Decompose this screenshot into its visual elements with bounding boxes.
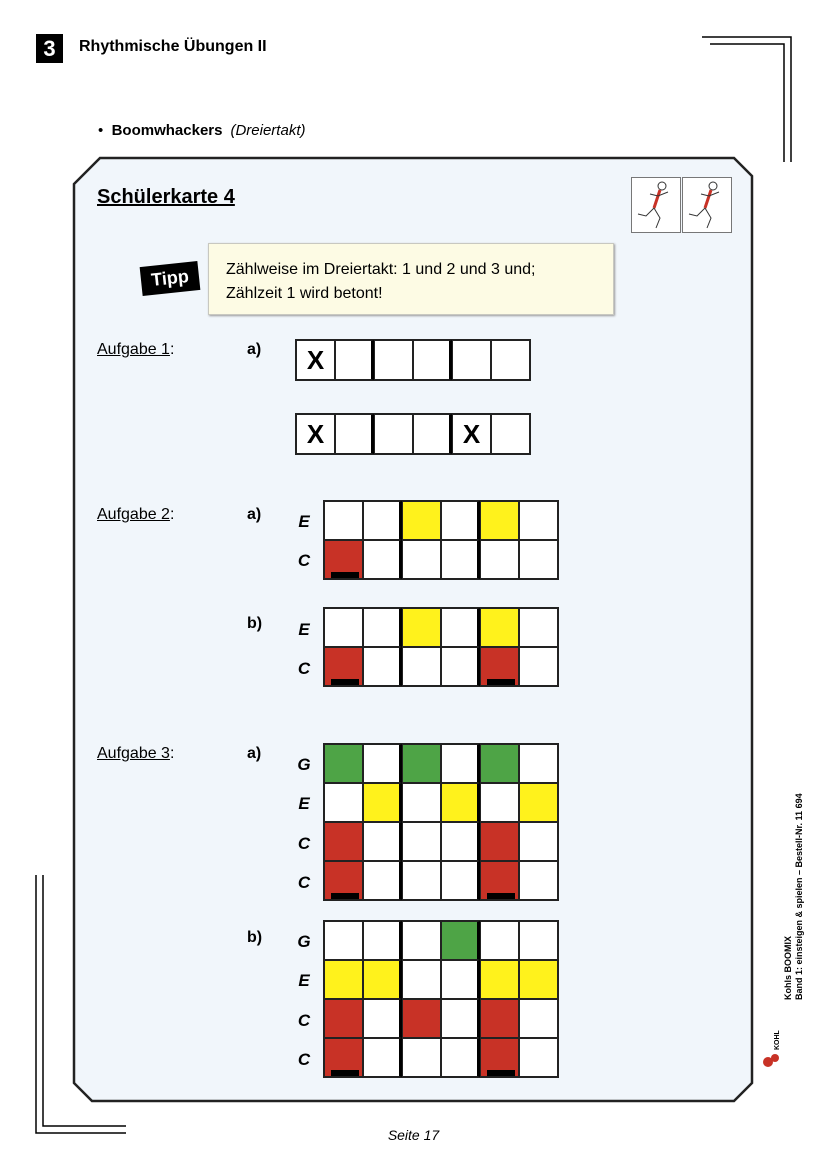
- rhythm-cell: [491, 414, 530, 454]
- note-cell: [441, 501, 480, 540]
- aufgabe-3-label: [97, 745, 174, 763]
- tipp-line-1: Zählweise im Dreiertakt: 1 und 2 und 3 und;: [226, 261, 536, 278]
- note-cell: [324, 608, 363, 647]
- note-cell: [324, 999, 363, 1038]
- note-cell: [363, 647, 402, 686]
- note-cell: [363, 501, 402, 540]
- boomwhacker-grid-a3b: [323, 920, 559, 1078]
- aufgabe-1-sub-a: a): [247, 341, 262, 358]
- note-cell: [363, 783, 402, 822]
- boomwhacker-grid-a2b: [323, 607, 559, 687]
- note-cell: [519, 608, 558, 647]
- subtitle-italic: (Dreiertakt): [230, 122, 306, 139]
- accent-mark: [487, 1070, 515, 1076]
- note-cell: [480, 921, 519, 960]
- note-cell: [480, 744, 519, 783]
- note-cell: [480, 608, 519, 647]
- rhythm-cell: X: [296, 414, 335, 454]
- aufgabe-3-sub-a: a): [247, 745, 262, 762]
- note-label-c: C: [297, 1011, 311, 1030]
- note-label-e: E: [298, 620, 310, 639]
- accent-mark: [331, 1070, 359, 1076]
- note-cell: [519, 999, 558, 1038]
- note-label-g: G: [297, 755, 311, 774]
- note-cell: [441, 861, 480, 900]
- note-cell: [402, 822, 441, 861]
- note-cell: [441, 540, 480, 579]
- note-cell: [441, 608, 480, 647]
- boomwhacker-grid-a2a: [323, 500, 559, 580]
- note-cell: [324, 1038, 363, 1077]
- publisher-logo: [760, 1010, 784, 1070]
- note-cell: [324, 822, 363, 861]
- note-cell: [480, 647, 519, 686]
- note-cell: [519, 501, 558, 540]
- running-figure-icon: [682, 177, 732, 233]
- publisher-name: KOHL: [774, 1030, 781, 1050]
- note-cell: [402, 960, 441, 999]
- accent-mark: [487, 893, 515, 899]
- note-cell: [363, 608, 402, 647]
- rhythm-cell: [452, 340, 491, 380]
- aufgabe-2-sub-b: b): [247, 615, 263, 632]
- note-cell: [519, 744, 558, 783]
- rhythm-cell: [374, 340, 413, 380]
- note-cell: [363, 861, 402, 900]
- note-cell: [441, 783, 480, 822]
- note-label-e: E: [298, 971, 310, 990]
- note-cell: [363, 921, 402, 960]
- chapter-number: 3: [36, 34, 63, 63]
- note-cell: [324, 921, 363, 960]
- note-cell: [480, 1038, 519, 1077]
- boomwhacker-grid-a3a: [323, 743, 559, 901]
- chapter-title: Rhythmische Übungen II: [79, 38, 267, 55]
- note-cell: [363, 999, 402, 1038]
- aufgabe-1-colon: :: [169, 341, 175, 358]
- aufgabe-2-sub-a: a): [247, 506, 262, 523]
- aufgabe-2-colon: :: [169, 506, 175, 523]
- aufgabe-3-colon: :: [169, 745, 175, 762]
- aufgabe-3-title: Aufgabe 3: [97, 745, 170, 762]
- note-cell: [363, 960, 402, 999]
- page-number: Seite 17: [387, 1127, 440, 1143]
- note-cell: [402, 861, 441, 900]
- note-label-e: E: [298, 794, 310, 813]
- note-cell: [441, 822, 480, 861]
- note-cell: [402, 647, 441, 686]
- note-cell: [441, 647, 480, 686]
- note-label-g: G: [297, 932, 311, 951]
- note-cell: [519, 1038, 558, 1077]
- note-cell: [519, 921, 558, 960]
- note-cell: [480, 501, 519, 540]
- note-cell: [402, 999, 441, 1038]
- note-cell: [402, 921, 441, 960]
- note-cell: [402, 540, 441, 579]
- note-cell: [441, 744, 480, 783]
- accent-mark: [487, 679, 515, 685]
- running-figure-icon: [631, 177, 681, 233]
- side-line-series: Kohls BOOMIX: [783, 935, 793, 1000]
- note-label-c: C: [297, 659, 311, 678]
- rhythm-cell: [491, 340, 530, 380]
- aufgabe-1-label: [97, 341, 174, 359]
- note-label-c: C: [297, 873, 311, 892]
- note-cell: [480, 783, 519, 822]
- note-cell: [441, 960, 480, 999]
- note-label-c: C: [297, 551, 311, 570]
- note-cell: [519, 540, 558, 579]
- note-cell: [324, 540, 363, 579]
- note-cell: [480, 861, 519, 900]
- note-cell: [441, 999, 480, 1038]
- note-cell: [519, 647, 558, 686]
- tipp-line-2: Zählzeit 1 wird betont!: [226, 285, 383, 302]
- aufgabe-1-title: Aufgabe 1: [97, 341, 170, 358]
- note-cell: [441, 1038, 480, 1077]
- note-cell: [519, 861, 558, 900]
- subtitle-bold: Boomwhackers: [111, 122, 223, 139]
- subtitle: • Boomwhackers (Dreiertakt): [98, 122, 306, 139]
- note-cell: [363, 822, 402, 861]
- note-cell: [363, 744, 402, 783]
- note-cell: [402, 783, 441, 822]
- aufgabe-2-title: Aufgabe 2: [97, 506, 170, 523]
- note-cell: [324, 960, 363, 999]
- card-title: Schülerkarte 4: [97, 186, 235, 208]
- note-cell: [402, 608, 441, 647]
- note-cell: [324, 783, 363, 822]
- note-cell: [402, 1038, 441, 1077]
- note-label-c: C: [297, 1050, 311, 1069]
- accent-mark: [331, 893, 359, 899]
- note-cell: [402, 744, 441, 783]
- side-line-order: Band 1: einsteigen & spielen – Bestell-Nr. 11 694: [794, 793, 804, 1000]
- rhythm-grid-a1-row2: [295, 413, 531, 455]
- rhythm-cell: [335, 340, 374, 380]
- note-cell: [519, 822, 558, 861]
- note-cell: [480, 960, 519, 999]
- note-cell: [480, 540, 519, 579]
- rhythm-cell: [413, 414, 452, 454]
- note-cell: [324, 744, 363, 783]
- accent-mark: [331, 679, 359, 685]
- note-cell: [480, 822, 519, 861]
- note-cell: [441, 921, 480, 960]
- aufgabe-2-label: [97, 506, 174, 524]
- rhythm-cell: X: [296, 340, 335, 380]
- note-cell: [363, 540, 402, 579]
- note-label-e: E: [298, 512, 310, 531]
- note-cell: [519, 783, 558, 822]
- rhythm-cell: [374, 414, 413, 454]
- note-label-c: C: [297, 834, 311, 853]
- note-cell: [324, 647, 363, 686]
- note-cell: [324, 501, 363, 540]
- rhythm-cell: [413, 340, 452, 380]
- rhythm-grid-a1-row1: [295, 339, 531, 381]
- rhythm-cell: X: [452, 414, 491, 454]
- aufgabe-3-sub-b: b): [247, 929, 263, 946]
- note-cell: [363, 1038, 402, 1077]
- note-cell: [480, 999, 519, 1038]
- rhythm-cell: [335, 414, 374, 454]
- tipp-label: Tipp: [140, 261, 201, 296]
- tipp-text: [226, 258, 536, 306]
- accent-mark: [331, 572, 359, 578]
- note-cell: [402, 501, 441, 540]
- note-cell: [324, 861, 363, 900]
- note-cell: [519, 960, 558, 999]
